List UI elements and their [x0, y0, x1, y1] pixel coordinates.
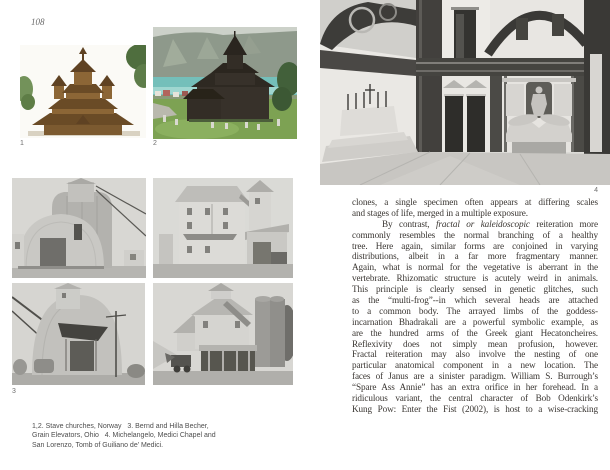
text-line: This principle is clearly sensed in genetic glitches, such [352, 284, 598, 295]
grain-elevator-image-2 [153, 178, 293, 278]
text-line: commonly resembles the normal branching of a healthy [352, 229, 598, 240]
stave-church-heddal-image [20, 45, 146, 138]
page-number: 108 [31, 17, 45, 27]
grain-elevator-photo-top-right [153, 178, 293, 278]
grain-elevator-photo-top-left [12, 178, 146, 278]
text-line: faces of Janus are a sinister paradigm. William S. Burrough’s [352, 371, 598, 382]
text-line: clones, a single specimen often appears at differing scales [352, 197, 598, 207]
text-line: tree. Here again, similar forms are conjoined in varying [352, 240, 598, 251]
text-line: particular anatomical component in a new location. The [352, 360, 598, 371]
text-line: distributions, albeit in a far more fragmentary manner. [352, 251, 598, 262]
stave-church-urnes-image [153, 27, 297, 139]
text-line: By contrast, fractal or kaleidoscopic reiteration more [382, 218, 598, 229]
grain-elevator-image-4 [153, 283, 293, 385]
caption-line: Grain Elevators, Ohio 4. Michelangelo, Medici Chapel and [32, 432, 216, 440]
figure-1-stave-church-photo [20, 45, 146, 138]
grain-elevator-photo-bottom-left [12, 283, 145, 385]
figure-3-label: 3 [12, 388, 16, 395]
text-line: Fractal reiteration may also involve the nesting of one [352, 349, 598, 360]
text-line: vertebrate. Rhizomatic structure is acutely weird in animals. [352, 273, 598, 284]
caption-line: San Lorenzo, Tomb of Guiliano de’ Medici. [32, 441, 164, 449]
text-line: Kung Pow: Enter the Fist (2002), is host to a wise-cracking [352, 403, 598, 414]
figure-2-label: 2 [153, 140, 157, 147]
text-line: to a common body. The arrayed limbs of the goddess- [352, 305, 598, 316]
figure-2-stave-church-photo [153, 27, 297, 139]
text-line: and stages of life, merged in a multiple exposure. [352, 207, 528, 218]
figure-1-label: 1 [20, 140, 24, 147]
text-line: incarnation Bhadrakali are a powerful symbolic example, as [352, 316, 598, 327]
body-text-block [352, 197, 598, 415]
text-line: Reflexivity does not simply mean profusion, however. [352, 338, 598, 349]
text-line: as the “multi-frog”--in which several heads are attached [352, 295, 598, 306]
text-line: “Spare Ass Annie” has an extra orifice in her forehead. In a [352, 382, 598, 393]
grain-elevator-image-3 [12, 283, 145, 385]
figure-4-medici-chapel-photo [320, 0, 610, 185]
grain-elevator-image-1 [12, 178, 146, 278]
figure-4-label: 4 [594, 187, 598, 194]
figure-caption [32, 422, 268, 450]
text-line: are the hundred arms of the Greek giant Hecatoncheires. [352, 327, 598, 338]
medici-chapel-interior-image [320, 0, 610, 185]
caption-line: 1,2. Stave churches, Norway 3. Bernd and Hilla Becher, [32, 423, 209, 430]
text-line: ridiculous variant, the central character of Bob Odenkirk’s [352, 393, 598, 404]
text-line: Again, what is normal for the vegetative is aberrant in the [352, 262, 598, 273]
grain-elevator-photo-bottom-right [153, 283, 293, 385]
